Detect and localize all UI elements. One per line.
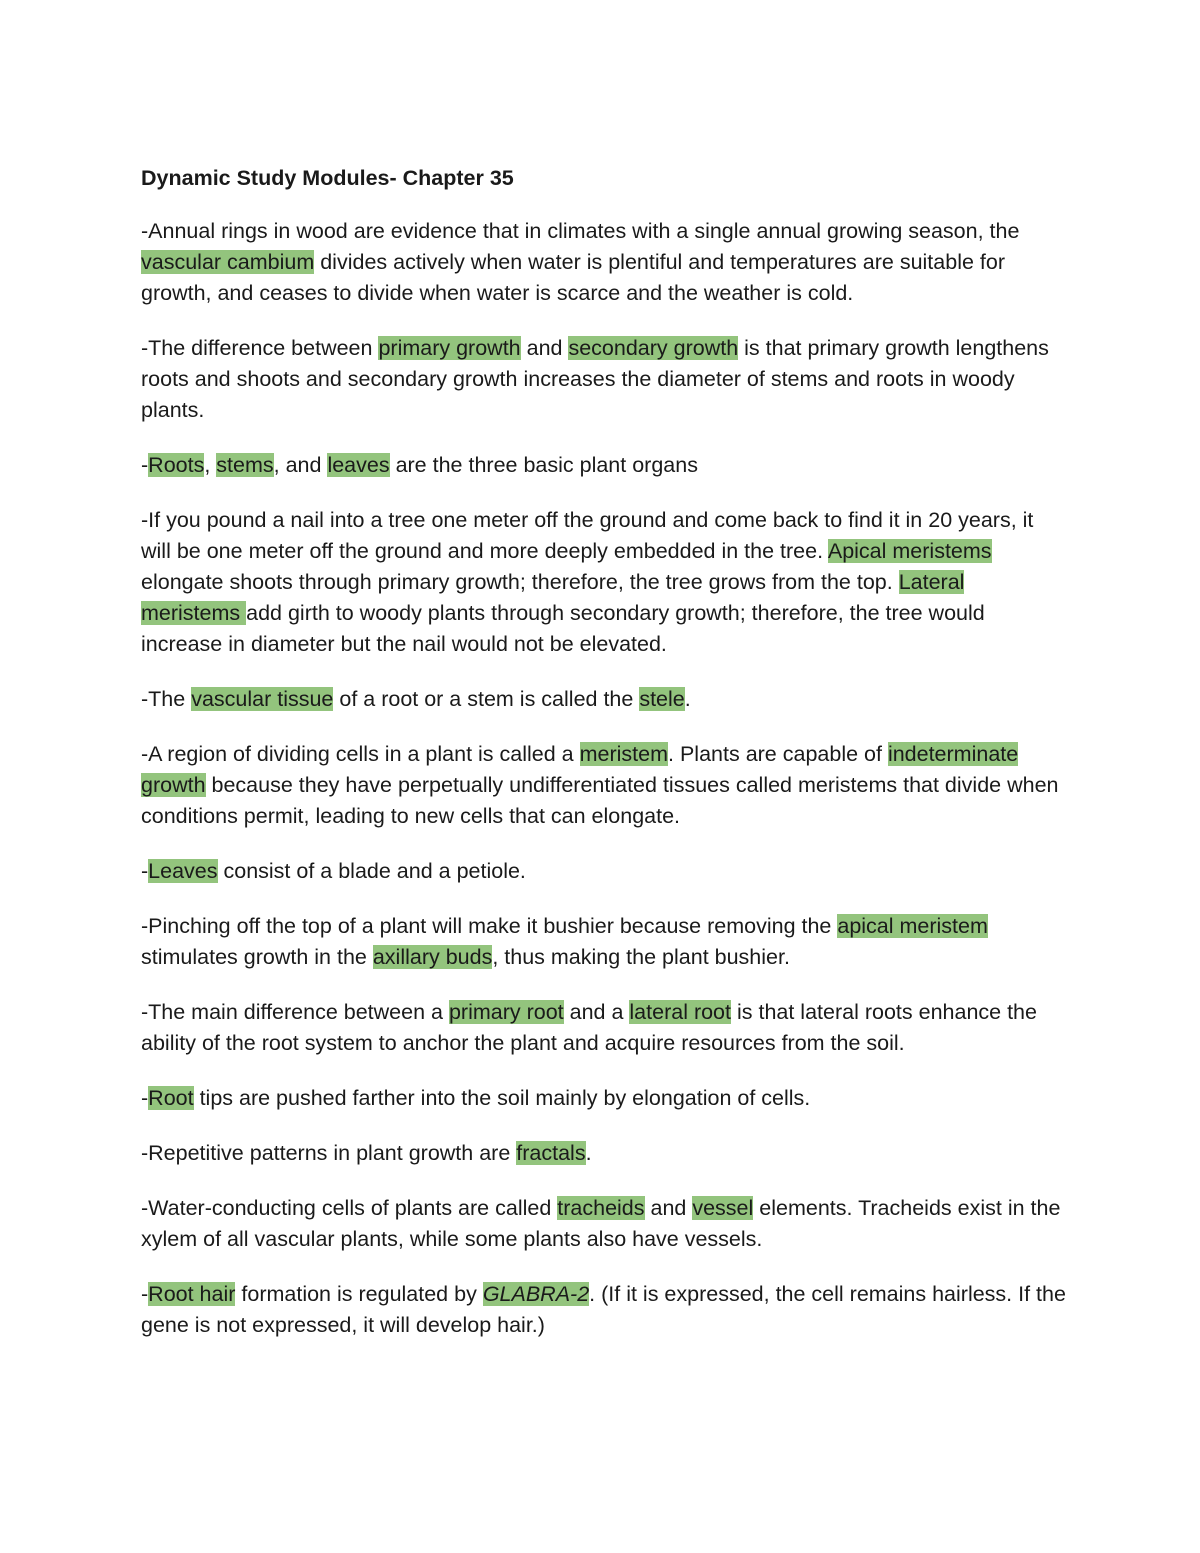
paragraph-text: are the three basic plant organs [389,453,698,477]
paragraph-text: - [141,859,149,883]
paragraph-text: -The main difference between a [141,1000,449,1024]
paragraph-text: -If you pound a nail into a tree one meter off the ground and come back to find it in 20 years, it will be one meter off the ground and more deeply embedded in the tree. [141,508,1034,563]
paragraph [141,997,1066,1059]
highlighted-term: stele [639,687,685,711]
highlighted-term: primary growth [378,336,521,360]
paragraph-text: and [644,1196,693,1220]
paragraph [141,505,1066,660]
paragraph-text: add girth to woody plants through secondary growth; therefore, the tree would increase in diameter but the nail would not be elevated. [141,601,985,656]
paragraph-text: , [204,453,217,477]
paragraph-text: divides actively when water is plentiful and temperatures are suitable for growth, and ceases to divide when water is scarce and the weather is cold. [141,250,1005,305]
highlighted-term: fractals [516,1141,586,1165]
paragraph-text: is that primary growth lengthens roots and shoots and secondary growth increases the diameter of stems and roots in woody plants. [141,336,1049,422]
highlighted-term: vascular cambium [141,250,315,274]
highlighted-term: stems [216,453,274,477]
paragraph-text: -A region of dividing cells in a plant is called a [141,742,580,766]
paragraph-text: -Water-conducting cells of plants are called [141,1196,558,1220]
paragraph-text: - [141,1282,149,1306]
highlighted-term: GLABRA-2 [482,1282,590,1306]
paragraph-text: -Pinching off the top of a plant will make it bushier because removing the [141,914,838,938]
highlighted-term: Root [148,1086,194,1110]
paragraph [141,333,1066,426]
page-title: Dynamic Study Modules- Chapter 35 [141,166,514,190]
highlighted-term: Apical meristems [827,539,992,563]
highlighted-term: vessel [692,1196,754,1220]
highlighted-term: axillary buds [372,945,493,969]
paragraph-text: . (If it is expressed, the cell remains hairless. If the gene is not expressed, it will develop hair.) [141,1282,1066,1337]
paragraph-list [141,216,1066,1341]
paragraph-text: - [141,453,149,477]
highlighted-term: leaves [327,453,390,477]
paragraph-text: and a [563,1000,630,1024]
paragraph-text: because they have perpetually undifferentiated tissues called meristems that divide when conditions permit, leading to new cells that can elongate. [141,773,1059,828]
paragraph [141,684,1066,715]
paragraph [141,1279,1066,1341]
paragraph-text: is that lateral roots enhance the ability of the root system to anchor the plant and acquire resources from the soil. [141,1000,1037,1055]
highlighted-term: indeterminate growth [141,742,1019,797]
paragraph [141,1193,1066,1255]
paragraph [141,450,1066,481]
paragraph [141,1138,1066,1169]
highlighted-term: secondary growth [568,336,739,360]
paragraph-text: tips are pushed farther into the soil mainly by elongation of cells. [193,1086,811,1110]
paragraph-text: . Plants are capable of [668,742,888,766]
paragraph [141,1083,1066,1114]
highlighted-term: meristem [579,742,669,766]
paragraph [141,216,1066,309]
highlighted-term: Lateral meristems [141,570,965,625]
highlighted-term: tracheids [557,1196,645,1220]
paragraph-text: formation is regulated by [235,1282,483,1306]
paragraph-text: -The [141,687,192,711]
paragraph-text: elements. Tracheids exist in the xylem of all vascular plants, while some plants also have vessels. [141,1196,1061,1251]
highlighted-term: Roots [148,453,205,477]
highlighted-term: apical meristem [837,914,988,938]
highlighted-term: Leaves [148,859,218,883]
highlighted-term: lateral root [629,1000,731,1024]
document-body [141,163,1066,1365]
paragraph-text: of a root or a stem is called the [333,687,640,711]
highlighted-term: vascular tissue [191,687,334,711]
paragraph-text: . [585,1141,592,1165]
paragraph [141,739,1066,832]
paragraph-text: - [141,1086,149,1110]
paragraph-text: consist of a blade and a petiole. [217,859,526,883]
paragraph-text: , thus making the plant bushier. [492,945,790,969]
paragraph-text: elongate shoots through primary growth; therefore, the tree grows from the top. [141,570,899,594]
paragraph-text: , and [273,453,328,477]
paragraph-text: -Annual rings in wood are evidence that in climates with a single annual growing season, the [141,219,1020,243]
highlighted-term: primary root [448,1000,564,1024]
paragraph [141,856,1066,887]
paragraph-text: -Repetitive patterns in plant growth are [141,1141,517,1165]
paragraph-text: . [684,687,691,711]
paragraph-text: -The difference between [141,336,379,360]
paragraph-text: stimulates growth in the [141,945,373,969]
paragraph-text: and [520,336,569,360]
highlighted-term: Root hair [148,1282,236,1306]
paragraph [141,911,1066,973]
